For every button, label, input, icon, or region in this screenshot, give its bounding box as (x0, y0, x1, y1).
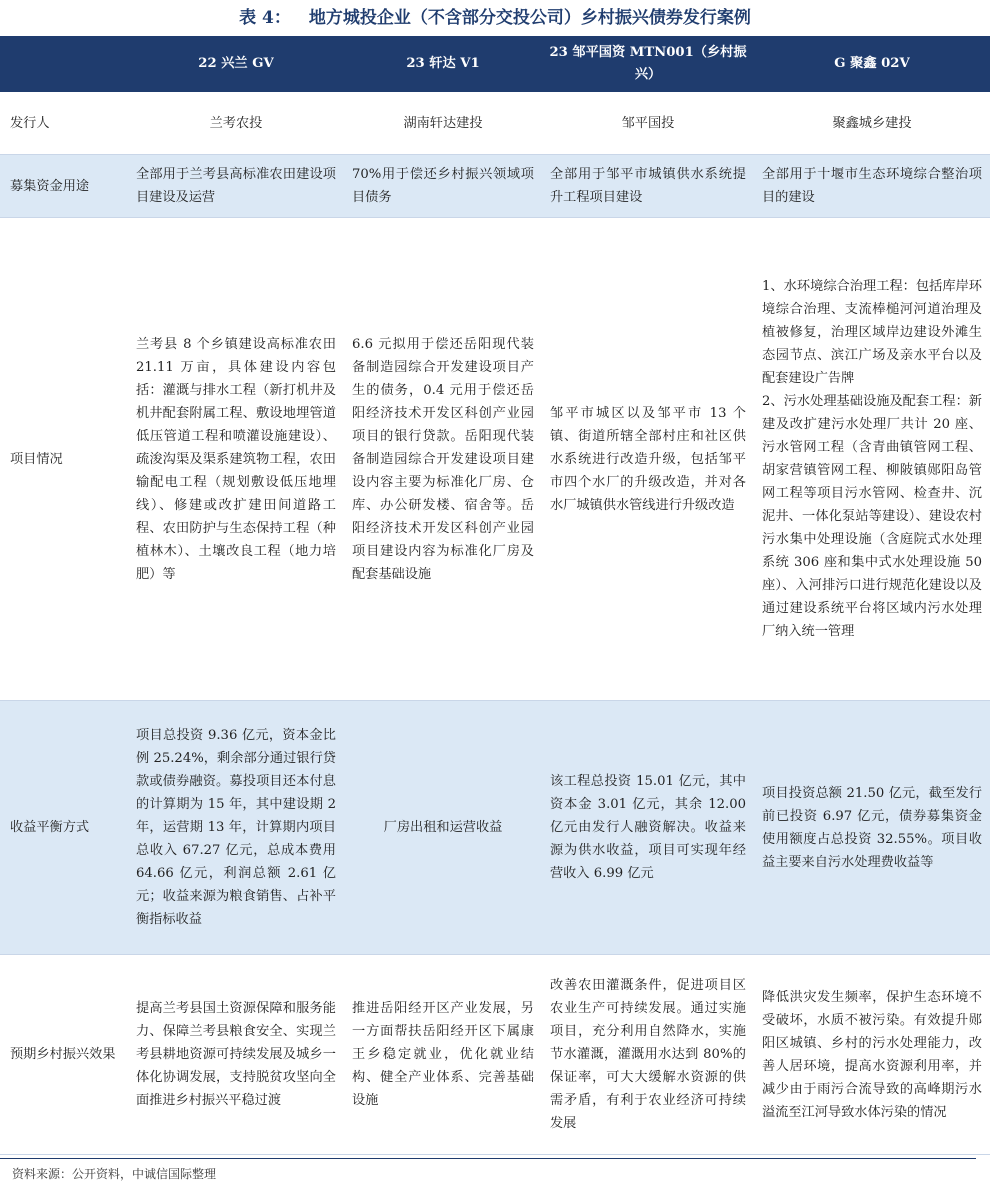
table-label: 表 4： (239, 8, 291, 28)
table-cell: 兰考县 8 个乡镇建设高标准农田 21.11 万亩，具体建设内容包括：灌溉与排水工程（新打机井及机井配套附属工程、敷设地埋管道低压管道工程和喷灌设施建设）、疏浚沟渠及渠系建筑物工程，农田输配电工程（规划敷设低压地埋线）、修建或改扩建田间道路工程、农田防护与生态保持工程（种植林木）、土壤改良工程（地力培肥）等 (128, 218, 344, 701)
table-title (0, 0, 990, 36)
table-cell: 湖南轩达建投 (344, 92, 542, 155)
table-cell: 1、水环境综合治理工程：包括库岸环境综合治理、支流棒槌河河道治理及植被修复，治理区域岸边建设外滩生态园节点、滨江广场及亲水平台以及配套建设广告牌 2、污水处理基础设施及配套工程：新建及改扩建污水处理厂共计 20 座、污水管网工程（含青曲镇管网工程、胡家营镇管网工程、柳陂镇郧阳岛管网工程等项目污水管网、检查井、沉泥井、一体化泵站等建设）、建设农村污水集中处理设施（含庭院式水处理系统 306 座和集中式水处理设施 50 座）、入河排污口进行规范化建设以及通过建设系统平台将区域内污水处理厂纳入统一管理 (754, 218, 990, 701)
table-cell: 降低洪灾发生频率，保护生态环境不受破坏，水质不被污染。有效提升郧阳区城镇、乡村的污水处理能力，改善人居环境，提高水资源利用率，并减少由于雨污合流导致的高峰期污水溢流至江河导致水体污染的情况 (754, 955, 990, 1155)
table-cell: 70%用于偿还乡村振兴领域项目债务 (344, 155, 542, 218)
header-cell-bond-3: 23 邹平国资 MTN001（乡村振兴） (542, 36, 754, 92)
table-cell: 项目总投资 9.36 亿元，资本金比例 25.24%，剩余部分通过银行贷款或债券融资。募投项目还本付息的计算期为 15 年，其中建设期 2 年，运营期 13 年，计算期内项目总收入 67.27 亿元，总成本费用 64.66 亿元，利润总额 2.61 亿元；收益来源为粮食销售、占补平衡指标收益 (128, 701, 344, 955)
header-cell-bond-1: 22 兴兰 GV (128, 36, 344, 92)
table-row (0, 218, 990, 701)
table-cell: 邹平国投 (542, 92, 754, 155)
row-header-issuer: 发行人 (0, 92, 128, 155)
header-row (0, 36, 990, 92)
table-row (0, 955, 990, 1155)
table-cell: 全部用于兰考县高标准农田建设项目建设及运营 (128, 155, 344, 218)
row-header-expected-effect: 预期乡村振兴效果 (0, 955, 128, 1155)
table-cell: 邹平市城区以及邹平市 13 个镇、街道所辖全部村庄和社区供水系统进行改造升级，包括邹平市四个水厂的升级改造，并对各水厂城镇供水管线进行升级改造 (542, 218, 754, 701)
row-header-project: 项目情况 (0, 218, 128, 701)
header-cell-empty (0, 36, 128, 92)
table-cell: 聚鑫城乡建投 (754, 92, 990, 155)
table-cell: 兰考农投 (128, 92, 344, 155)
header-cell-bond-4: G 聚鑫 02V (754, 36, 990, 92)
table-cell: 全部用于十堰市生态环境综合整治项目的建设 (754, 155, 990, 218)
table-row (0, 701, 990, 955)
table-cell: 厂房出租和运营收益 (344, 701, 542, 955)
table-cell: 项目投资总额 21.50 亿元，截至发行前已投资 6.97 亿元，债券募集资金使用额度占总投资 32.55%。项目收益主要来自污水处理费收益等 (754, 701, 990, 955)
table-row (0, 92, 990, 155)
source-note: 资料来源：公开资料，中诚信国际整理 (0, 1158, 976, 1182)
bond-cases-table (0, 36, 990, 1155)
header-cell-bond-2: 23 轩达 V1 (344, 36, 542, 92)
table-cell: 全部用于邹平市城镇供水系统提升工程项目建设 (542, 155, 754, 218)
row-header-revenue-balance: 收益平衡方式 (0, 701, 128, 955)
table-cell: 推进岳阳经开区产业发展，另一方面帮扶岳阳经开区下属康王乡稳定就业，优化就业结构、健全产业体系、完善基础设施 (344, 955, 542, 1155)
table-title-text: 地方城投企业（不含部分交投公司）乡村振兴债券发行案例 (308, 8, 751, 28)
row-header-use-of-funds: 募集资金用途 (0, 155, 128, 218)
table-cell: 该工程总投资 15.01 亿元，其中资本金 3.01 亿元，其余 12.00 亿元由发行人融资解决。收益来源为供水收益，项目可实现年经营收入 6.99 亿元 (542, 701, 754, 955)
table-cell: 提高兰考县国土资源保障和服务能力、保障兰考县粮食安全、实现兰考县耕地资源可持续发展及城乡一体化协调发展，支持脱贫攻坚向全面推进乡村振兴平稳过渡 (128, 955, 344, 1155)
table-row (0, 155, 990, 218)
table-cell: 改善农田灌溉条件，促进项目区农业生产可持续发展。通过实施项目，充分利用自然降水，实施节水灌溉，灌溉用水达到 80%的保证率，可大大缓解水资源的供需矛盾，有利于农业经济可持续发展 (542, 955, 754, 1155)
table-cell: 6.6 元拟用于偿还岳阳现代装备制造园综合开发建设项目产生的债务，0.4 元用于偿还岳阳经济技术开发区科创产业园项目的银行贷款。岳阳现代装备制造园综合开发建设项目建设内容主要为标准化厂房、仓库、办公研发楼、宿舍等。岳阳经济技术开发区科创产业园项目建设内容为标准化厂房及配套基础设施 (344, 218, 542, 701)
